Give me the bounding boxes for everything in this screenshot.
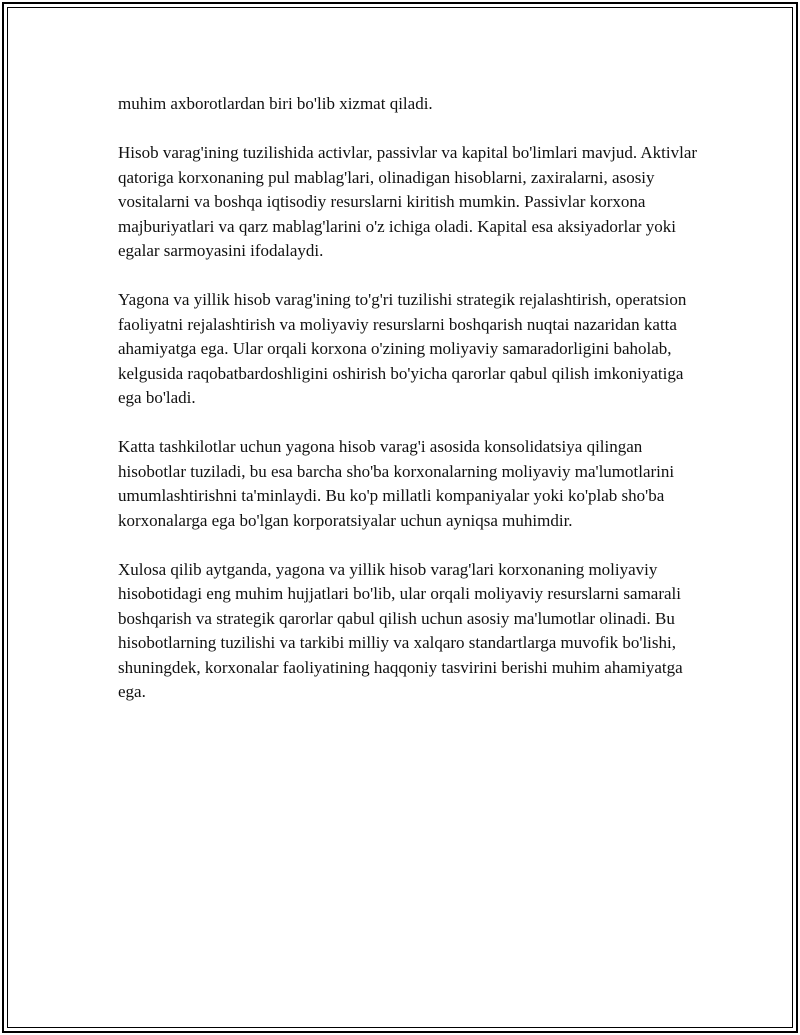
paragraph-strategic-importance: Yagona va yillik hisob varag'ining to'g'ri tuzilishi strategik rejalashtirish, operatsion faoliyatni rejalashtirish va moliyaviy resurslarni boshqarish nuqtai nazaridan katta ahamiyatga ega. Ular orqali korxona o'zining moliyaviy samaradorligini baholab, kelgusida raqobatbardoshligini oshirish bo'yicha qarorlar qabul qilish imkoniyatiga ega bo'ladi. bbox=[118, 290, 687, 407]
paragraph-conclusion: Xulosa qilib aytganda, yagona va yillik hisob varag'lari korxonaning moliyaviy hisobotidagi eng muhim hujjatlari bo'lib, ular orqali moliyaviy resurslarni samarali boshqarish va strategik qarorlar qabul qilish uchun asosiy ma'lumotlar olinadi. Bu hisobotlarning tuzilishi va tarkibi milliy va xalqaro standartlarga muvofik bo'lishi, shuningdek, korxonalar faoliyatining haqqoniy tasvirini berishi muhim ahamiyatga ega. bbox=[118, 559, 683, 701]
paragraph-consolidation: Katta tashkilotlar uchun yagona hisob varag'i asosida konsolidatsiya qilingan hisobotlar tuziladi, bu esa barcha sho'ba korxonalarning moliyaviy ma'lumotlarini umumlashtirishni ta'minlaydi. Bu ko'p millatli kompaniyalar yoki ko'plab sho'ba korxonalarga ega bo'lgan korporatsiyalar uchun ayniqsa muhimdir. bbox=[118, 437, 675, 530]
paragraph-balance-structure: Hisob varag'ining tuzilishida activlar, passivlar va kapital bo'limlari mavjud. Aktivlar qatoriga korxonaning pul mablag'lari, olinadigan hisoblarni, zaxiralarni, asosiy vositalarni va boshqa iqtisodiy resurslarni kiritish mumkin. Passivlar korxona majburiyatlari va qarz mablag'larini o'z ichiga oladi. Kapital esa aksiyadorlar yoki egalar sarmoyasini ifodalaydi. bbox=[118, 143, 698, 260]
paragraph-continuation: muhim axborotlardan biri bo'lib xizmat qiladi. bbox=[118, 94, 433, 113]
document-body bbox=[118, 92, 698, 729]
